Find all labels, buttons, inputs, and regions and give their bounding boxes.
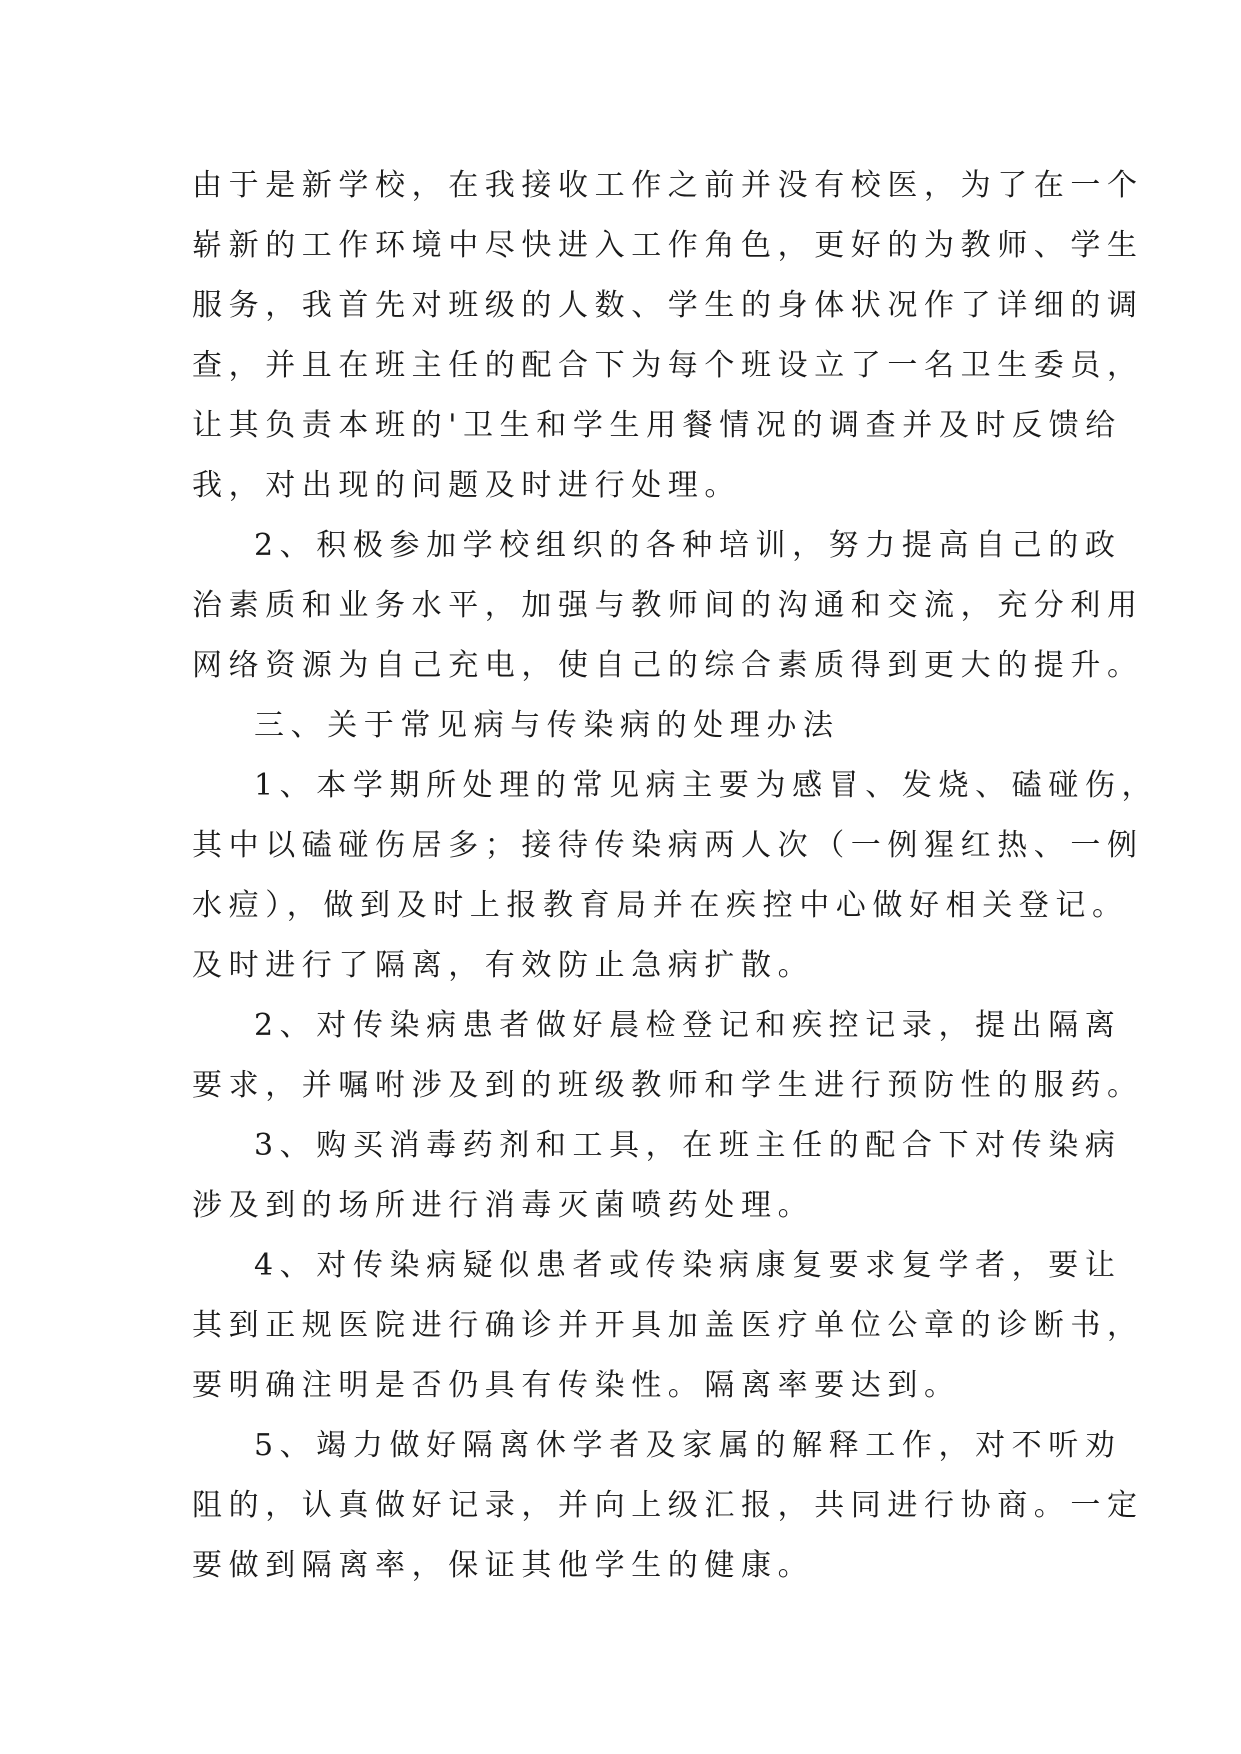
- text-line: 要明确注明是否仍具有传染性。隔离率要达到。: [192, 1368, 961, 1403]
- text-line: 服务，我首先对班级的人数、学生的身体状况作了详细的调: [192, 288, 1144, 323]
- text-line: 崭新的工作环境中尽快进入工作角色，更好的为教师、学生: [192, 228, 1144, 263]
- text-line: 治素质和业务水平，加强与教师间的沟通和交流，充分利用: [192, 588, 1144, 623]
- text-line: 3、购买消毒药剂和工具，在班主任的配合下对传染病: [254, 1128, 1122, 1163]
- text-line: 4、对传染病疑似患者或传染病康复要求复学者，要让: [254, 1248, 1122, 1283]
- text-line: 其中以磕碰伤居多；接待传染病两人次（一例猩红热、一例: [192, 828, 1144, 863]
- text-line: 2、对传染病患者做好晨检登记和疾控记录，提出隔离: [254, 1008, 1122, 1043]
- document-body: [192, 156, 1159, 1596]
- text-line: 要做到隔离率，保证其他学生的健康。: [192, 1548, 815, 1583]
- text-line: 其到正规医院进行确诊并开具加盖医疗单位公章的诊断书，: [192, 1308, 1144, 1343]
- text-line: 1、本学期所处理的常见病主要为感冒、发烧、磕碰伤，: [254, 768, 1159, 803]
- text-line: 让其负责本班的'卫生和学生用餐情况的调查并及时反馈给: [192, 408, 1122, 443]
- text-line: 阻的，认真做好记录，并向上级汇报，共同进行协商。一定: [192, 1488, 1144, 1523]
- text-line: 查，并且在班主任的配合下为每个班设立了一名卫生委员，: [192, 348, 1144, 383]
- text-line: 由于是新学校，在我接收工作之前并没有校医，为了在一个: [192, 168, 1144, 203]
- text-line: 涉及到的场所进行消毒灭菌喷药处理。: [192, 1188, 815, 1223]
- text-line: 5、竭力做好隔离休学者及家属的解释工作，对不听劝: [254, 1428, 1122, 1463]
- text-line: 2、积极参加学校组织的各种培训，努力提高自己的政: [254, 528, 1122, 563]
- text-line: 要求，并嘱咐涉及到的班级教师和学生进行预防性的服药。: [192, 1068, 1144, 1103]
- text-line: 我，对出现的问题及时进行处理。: [192, 468, 741, 503]
- text-line: 网络资源为自己充电，使自己的综合素质得到更大的提升。: [192, 648, 1144, 683]
- text-line: 及时进行了隔离，有效防止急病扩散。: [192, 948, 815, 983]
- text-line: 三、关于常见病与传染病的处理办法: [254, 708, 840, 743]
- text-line: 水痘），做到及时上报教育局并在疾控中心做好相关登记。: [192, 888, 1129, 923]
